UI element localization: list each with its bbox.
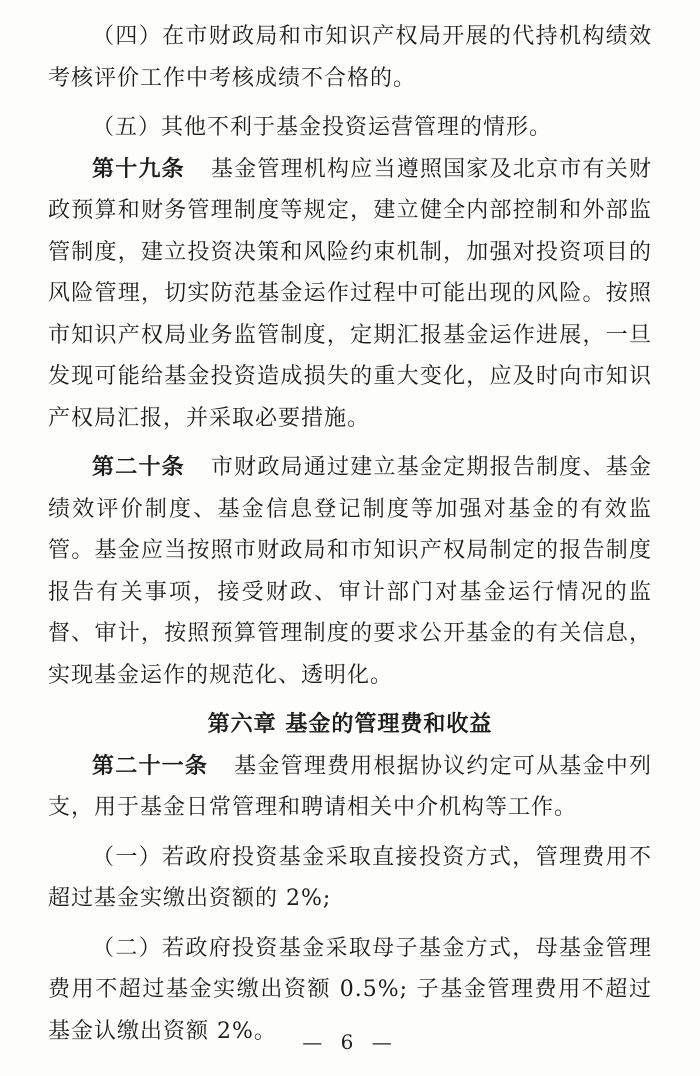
item-5-paragraph: （五）其他不利于基金投资运营管理的情形。	[92, 115, 553, 140]
article-19-paragraph	[48, 149, 652, 440]
article-21-text: 基金管理费用根据协议约定可从基金中列支，用于基金日常管理和聘请相关中介机构等工作。	[48, 753, 652, 820]
article-20-label: 第二十条	[92, 455, 185, 480]
article-21-label: 第二十一条	[92, 753, 209, 779]
item-4-paragraph: （四）在市财政局和市知识产权局开展的代持机构绩效考核评价工作中考核成绩不合格的。	[48, 24, 652, 91]
article-21-item-1: （一）若政府投资基金采取直接投资方式，管理费用不超过基金实缴出资额的 2%;	[48, 844, 652, 911]
page-content	[48, 16, 652, 1052]
article-19-text: 基金管理机构应当遵照国家及北京市有关财政预算和财务管理制度等规定，建立健全内部控制和外部监管制度，建立投资决策和风险约束机制，加强对投资项目的风险管理，切实防范基金运作过程中可能出现的风险。按照市知识产权局业务监管制度，定期汇报基金运作进展，一旦发现可能给基金投资造成损失的重大变化，应及时向市知识产权局汇报，并采取必要措施。	[48, 156, 652, 431]
article-20-text: 市财政局通过建立基金定期报告制度、基金绩效评价制度、基金信息登记制度等加强对基金的有效监管。基金应当按照市财政局和市知识产权局制定的报告制度报告有关事项，接受财政、审计部门对基金运行情况的监督、审计，按照预算管理制度的要求公开基金的有关信息，实现基金运作的规范化、透明化。	[48, 455, 652, 688]
article-20-paragraph	[48, 447, 652, 696]
chapter-6-heading: 第六章 基金的管理费和收益	[207, 712, 493, 737]
article-19-label: 第十九条	[92, 156, 185, 182]
article-21-paragraph	[48, 746, 652, 829]
page-number: — 6 —	[302, 1030, 398, 1054]
article-21-item-2: （二）若政府投资基金采取母子基金方式，母基金管理费用不超过基金实缴出资额 0.5%; 子基金管理费用不超过基金认缴出资额 2%。	[48, 935, 652, 1044]
